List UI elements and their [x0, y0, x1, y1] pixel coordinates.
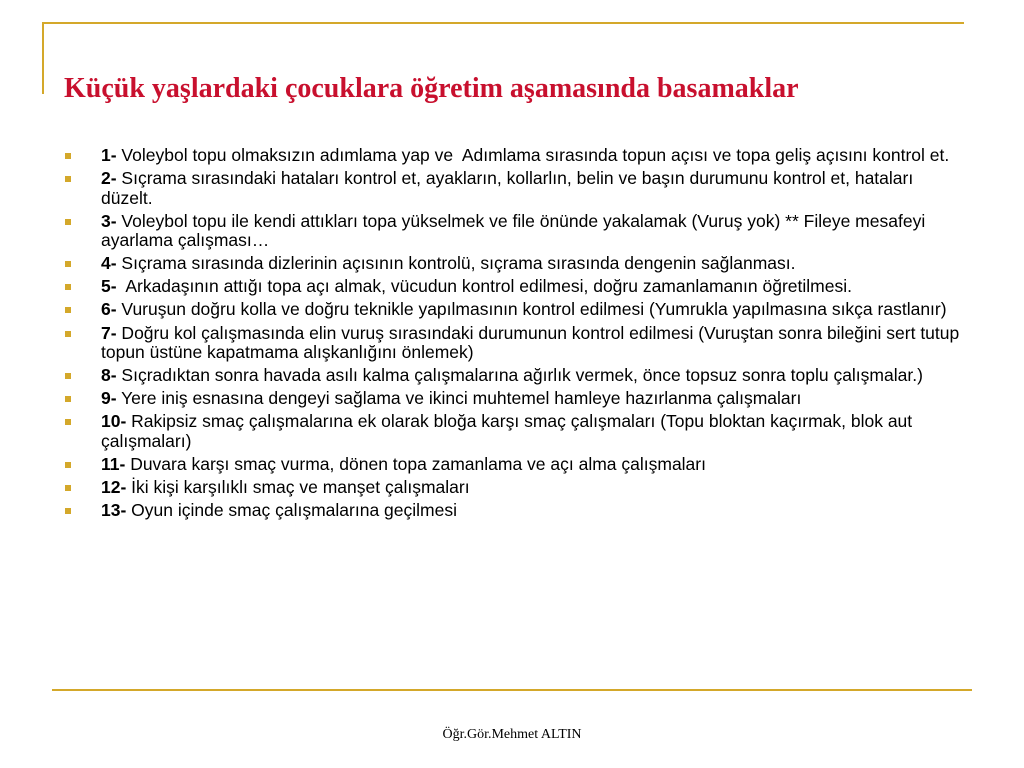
square-bullet-icon	[65, 373, 71, 379]
square-bullet-icon	[65, 307, 71, 313]
step-text: Yere iniş esnasına dengeyi sağlama ve ikinci muhtemel hamleye hazırlanma çalışmaları	[116, 388, 802, 409]
bottom-divider	[52, 689, 972, 691]
step-text: Vuruşun doğru kolla ve doğru teknikle yapılmasının kontrol edilmesi (Yumrukla yapılmasına sıkça rastlanır)	[116, 299, 947, 320]
step-text: Doğru kol çalışmasında elin vuruş sırasındaki durumunun kontrol edilmesi (Vuruştan sonra bileğini sert tutup topun üstüne kapatmama alışkanlığını önlemek)	[101, 322, 965, 363]
step-number: 1-	[101, 145, 117, 165]
steps-list	[64, 146, 969, 524]
square-bullet-icon	[65, 261, 71, 267]
list-item	[64, 146, 969, 166]
list-item	[64, 277, 969, 297]
square-bullet-icon	[65, 153, 71, 159]
step-number: 7-	[101, 322, 117, 343]
step-number: 11-	[101, 453, 126, 474]
list-item	[64, 389, 969, 409]
square-bullet-icon	[65, 485, 71, 491]
step-number: 10-	[101, 411, 127, 432]
step-text: Duvara karşı smaç vurma, dönen topa zamanlama ve açı alma çalışmaları	[125, 453, 706, 474]
list-item	[64, 501, 969, 521]
step-number: 12-	[101, 477, 127, 498]
square-bullet-icon	[65, 419, 71, 425]
square-bullet-icon	[65, 396, 71, 402]
step-text: Voleybol topu ile kendi attıkları topa yükselmek ve file önünde yakalamak (Vuruş yok) ** Fileye mesafeyi ayarlama çalışması…	[101, 210, 931, 251]
square-bullet-icon	[65, 219, 71, 225]
list-item	[64, 412, 969, 451]
list-item	[64, 254, 969, 274]
step-number: 8-	[101, 365, 117, 386]
step-text: İki kişi karşılıklı smaç ve manşet çalışmaları	[126, 477, 470, 498]
step-number: 2-	[101, 168, 117, 189]
step-number: 5-	[101, 276, 117, 297]
square-bullet-icon	[65, 462, 71, 468]
step-number: 6-	[101, 299, 117, 320]
square-bullet-icon	[65, 176, 71, 182]
square-bullet-icon	[65, 331, 71, 337]
list-item	[64, 169, 969, 208]
list-item	[64, 455, 969, 475]
list-item	[64, 366, 969, 386]
list-item	[64, 300, 969, 320]
square-bullet-icon	[65, 508, 71, 514]
step-text: Voleybol topu olmaksızın adımlama yap ve Adımlama sırasında topun açısı ve topa geliş açısını kontrol et.	[116, 145, 950, 165]
step-number: 13-	[101, 500, 127, 521]
step-number: 9-	[101, 388, 117, 409]
left-border-line	[42, 22, 44, 94]
list-item	[64, 212, 969, 251]
step-number: 4-	[101, 253, 117, 274]
step-text: Arkadaşının attığı topa açı almak, vücudun kontrol edilmesi, doğru zamanlamanın öğretilmesi.	[116, 276, 852, 297]
top-border-line	[42, 22, 964, 24]
step-text: Sıçrama sırasında dizlerinin açısının kontrolü, sıçrama sırasında dengenin sağlanması.	[116, 253, 796, 274]
list-item	[64, 324, 969, 363]
slide-title: Küçük yaşlardaki çocuklara öğretim aşamasında basamaklar	[64, 73, 799, 104]
step-text: Sıçrama sırasındaki hataları kontrol et, ayakların, kollarlın, belin ve başın durumunu kontrol et, hataları düzelt.	[101, 168, 919, 208]
step-text: Oyun içinde smaç çalışmalarına geçilmesi	[126, 500, 457, 521]
step-text: Sıçradıktan sonra havada asılı kalma çalışmalarına ağırlık vermek, önce topsuz sonra toplu çalışmalar.)	[116, 365, 923, 386]
square-bullet-icon	[65, 284, 71, 290]
footer-author: Öğr.Gör.Mehmet ALTIN	[442, 727, 582, 742]
list-item	[64, 478, 969, 498]
step-number: 3-	[101, 210, 117, 231]
step-text: Rakipsiz smaç çalışmalarına ek olarak bloğa karşı smaç çalışmaları (Topu bloktan kaçırmak, blok aut çalışmaları)	[101, 411, 918, 451]
